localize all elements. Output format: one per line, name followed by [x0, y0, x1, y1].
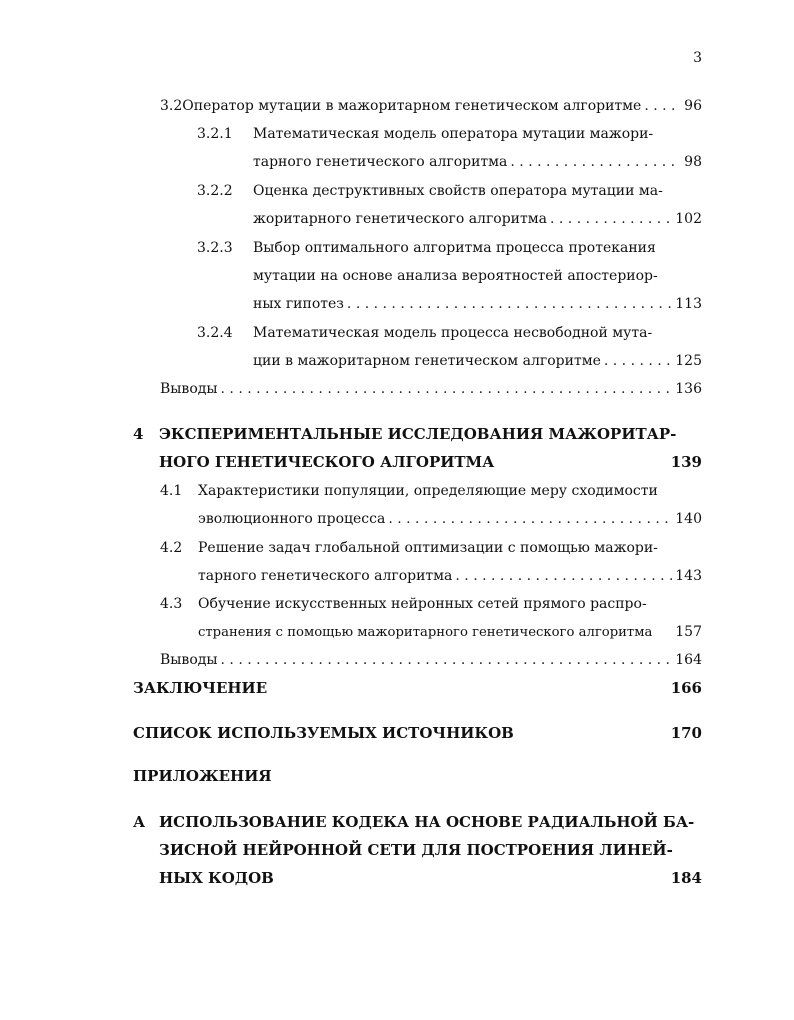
- chapter-title: СПИСОК ИСПОЛЬЗУЕМЫХ ИСТОЧНИКОВ: [133, 724, 514, 742]
- section-title-line1: Оценка деструктивных свойств оператора мутации ма-: [253, 183, 663, 199]
- appendix-title-line3: НЫХ КОДОВ: [159, 869, 274, 887]
- toc-chapter-4-cont: [159, 450, 702, 474]
- page-ref: 136: [675, 381, 702, 397]
- section-title-line1: Характеристики популяции, определяющие меру сходимости: [198, 483, 658, 499]
- chapter-title: ЗАКЛЮЧЕНИЕ: [133, 679, 268, 697]
- toc-entry-3-2-1-cont: [253, 150, 702, 174]
- page-ref: 140: [675, 511, 702, 527]
- toc-entry-4-3-cont: [198, 620, 702, 644]
- toc-entry-conclusions-3[interactable]: [160, 377, 702, 401]
- section-number: 3.2.2: [197, 183, 233, 199]
- section-title-line2: тарного генетического алгоритма: [198, 568, 453, 584]
- toc-entry-4-1-cont: [198, 507, 702, 531]
- toc-entry-3-2-3-cont: [253, 264, 702, 288]
- appendix-title-line1: ИСПОЛЬЗОВАНИЕ КОДЕКА НА ОСНОВЕ РАДИАЛЬНОЙ БА-: [159, 813, 695, 831]
- toc-appendix-a-cont2: [159, 866, 702, 890]
- toc-entry-3-2-3-cont2: [253, 292, 702, 316]
- section-number: 4.2: [160, 540, 183, 556]
- section-title-line2: странения с помощью мажоритарного генетического алгоритма: [198, 625, 653, 640]
- section-title-line2: тарного генетического алгоритма: [253, 154, 508, 170]
- toc-entry-4-2-cont: [198, 564, 702, 588]
- toc-entry-4-1[interactable]: [160, 479, 702, 503]
- section-title-line1: Математическая модель процесса несвободной мута-: [253, 325, 653, 341]
- toc-entry-3-2-2[interactable]: [197, 179, 702, 203]
- section-number: 3.2.1: [197, 126, 233, 142]
- toc-entry-3-2-4[interactable]: [197, 321, 702, 345]
- toc-entry-3-2-2-cont: [253, 207, 702, 231]
- toc-appendix-a-cont: [159, 838, 702, 862]
- section-number: 4.3: [160, 596, 183, 612]
- page-ref: 102: [675, 211, 702, 227]
- page-ref: 166: [670, 679, 702, 697]
- leader-dots: [550, 207, 672, 231]
- page-ref: 184: [670, 869, 702, 887]
- toc-chapter-4[interactable]: [133, 422, 702, 446]
- section-title-line1: Выбор оптимального алгоритма процесса протекания: [253, 240, 656, 256]
- appendix-letter: А: [133, 813, 146, 831]
- toc-entry-3-2-4-cont: [253, 349, 702, 373]
- page-ref: 157: [675, 624, 702, 640]
- leader-dots: [388, 507, 672, 531]
- section-title-line3: ных гипотез: [253, 296, 344, 312]
- leader-dots: [644, 94, 675, 118]
- page-ref: 170: [670, 724, 702, 742]
- section-title-line1: Математическая модель оператора мутации мажори-: [253, 126, 654, 142]
- leader-dots: [221, 377, 673, 401]
- section-title-line1: Обучение искусственных нейронных сетей прямого распро-: [198, 596, 647, 612]
- page-ref: 98: [684, 154, 702, 170]
- section-title-line2: мутации на основе анализа вероятностей апостериор-: [253, 268, 658, 284]
- section-title: Оператор мутации в мажоритарном генетическом алгоритме: [182, 98, 642, 114]
- leader-dots: [221, 648, 673, 672]
- toc-sources[interactable]: [133, 721, 702, 745]
- appendix-title-line2: ЗИСНОЙ НЕЙРОННОЙ СЕТИ ДЛЯ ПОСТРОЕНИЯ ЛИНЕЙ-: [159, 841, 673, 859]
- leader-dots: [347, 292, 672, 316]
- toc-conclusion[interactable]: [133, 676, 702, 700]
- page-ref: 96: [684, 98, 702, 114]
- toc-entry-conclusions-4[interactable]: [160, 648, 702, 672]
- page-ref: 139: [670, 453, 702, 471]
- toc-entry-4-3[interactable]: [160, 592, 702, 616]
- section-title: Выводы: [160, 381, 218, 397]
- toc-entry-4-2[interactable]: [160, 536, 702, 560]
- chapter-title-line1: ЭКСПЕРИМЕНТАЛЬНЫЕ ИССЛЕДОВАНИЯ МАЖОРИТАР-: [159, 425, 677, 443]
- section-number: 4.1: [160, 483, 183, 499]
- section-number: 3.2.3: [197, 240, 233, 256]
- section-title-line2: ции в мажоритарном генетическом алгоритме: [253, 353, 601, 369]
- leader-dots: [604, 349, 672, 373]
- page-ref: 125: [675, 353, 702, 369]
- page-number: 3: [693, 50, 702, 66]
- chapter-title-line2: НОГО ГЕНЕТИЧЕСКОГО АЛГОРИТМА: [159, 453, 495, 471]
- section-title-line1: Решение задач глобальной оптимизации с помощью мажори-: [198, 540, 658, 556]
- toc-appendices[interactable]: [133, 764, 702, 788]
- section-title: Выводы: [160, 652, 218, 668]
- chapter-number: 4: [133, 425, 144, 443]
- page-ref: 164: [675, 652, 702, 668]
- page-ref: 113: [675, 296, 702, 312]
- leader-dots: [455, 564, 672, 588]
- section-title-line2: жоритарного генетического алгоритма: [253, 211, 547, 227]
- toc-entry-3-2-3[interactable]: [197, 236, 702, 260]
- page-ref: 143: [675, 568, 702, 584]
- toc-appendix-a[interactable]: [133, 810, 702, 834]
- leader-dots: [510, 150, 675, 174]
- section-number: 3.2.4: [197, 325, 233, 341]
- chapter-title: ПРИЛОЖЕНИЯ: [133, 767, 272, 785]
- section-number: 3.2: [160, 98, 183, 114]
- toc-entry-3-2-1[interactable]: [197, 122, 702, 146]
- section-title-line2: эволюционного процесса: [198, 511, 386, 527]
- toc-entry-3-2[interactable]: [160, 94, 702, 118]
